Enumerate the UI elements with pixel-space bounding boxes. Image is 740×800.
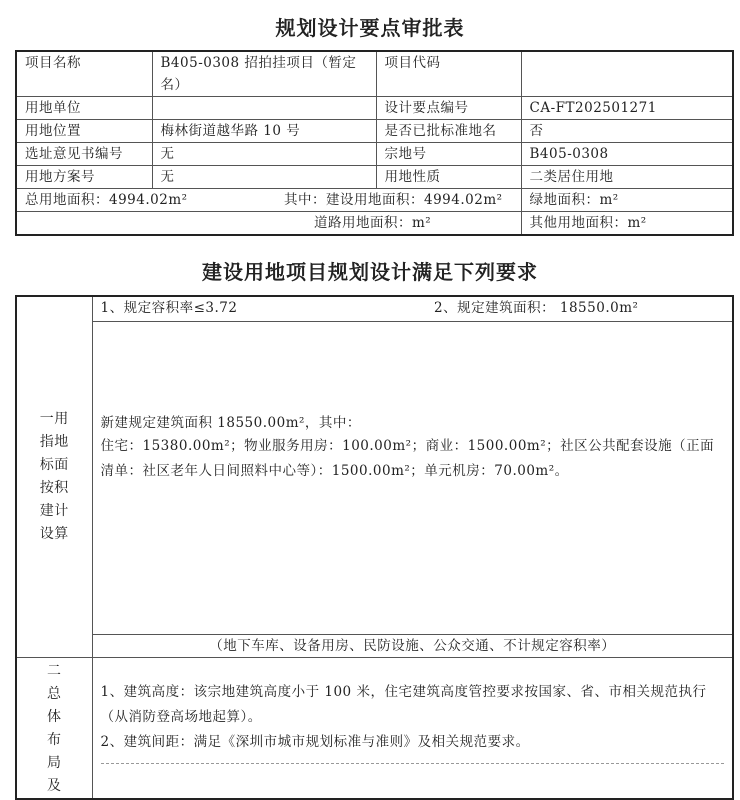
road-area xyxy=(314,212,521,236)
table-row xyxy=(16,296,733,322)
section1-label: 一用 指地 标面 按积 建计 设算 xyxy=(16,296,92,658)
label-land-plan: 用地方案号 xyxy=(16,166,152,189)
value-design-number: CA-FT202501271 xyxy=(521,97,733,120)
table-row xyxy=(16,189,733,212)
exclusion-note: （地下车库、设备用房、民防设施、公众交通、不计规定容积率） xyxy=(92,635,733,658)
label-land-location: 用地位置 xyxy=(16,120,152,143)
table-row xyxy=(16,51,733,97)
area-detail-intro: 新建规定建筑面积 18550.00m²，其中： xyxy=(100,415,361,431)
value-land-use: 二类居住用地 xyxy=(521,166,733,189)
section-title: 建设用地项目规划设计满足下列要求 xyxy=(202,260,538,284)
gfa-requirement: 2、规定建筑面积： 18550.0m² xyxy=(434,300,639,316)
area-detail xyxy=(92,322,733,635)
label-site-opinion: 选址意见书编号 xyxy=(16,143,152,166)
value-standard-name: 否 xyxy=(521,120,733,143)
far-row xyxy=(92,296,733,322)
value-site-opinion: 无 xyxy=(152,143,376,166)
build-area-text: 其中：建设用地面积：4994.02m² xyxy=(284,192,503,208)
table-row xyxy=(16,120,733,143)
total-area: 总用地面积：4994.02m² xyxy=(16,189,376,212)
spacing-requirement: 2、建筑间距：满足《深圳市城市规划标准与准则》及相关规范要求。 xyxy=(100,734,530,750)
table-row xyxy=(16,212,733,236)
value-project-name: B405-0308 招拍挂项目（暂定名） xyxy=(152,51,376,97)
table-row xyxy=(16,635,733,658)
green-area: 绿地面积：m² xyxy=(521,189,733,212)
value-land-location: 梅林街道越华路 10 号 xyxy=(152,120,376,143)
far-requirement: 1、规定容积率≤3.72 xyxy=(100,300,238,316)
label-project-code: 项目代码 xyxy=(376,51,521,97)
other-area: 其他用地面积：m² xyxy=(521,212,733,236)
label-land-use: 用地性质 xyxy=(376,166,521,189)
page-title: 规划设计要点审批表 xyxy=(275,16,465,40)
table-row xyxy=(16,322,733,635)
build-area xyxy=(284,189,521,212)
table-row xyxy=(16,658,733,800)
label-parcel-number: 宗地号 xyxy=(376,143,521,166)
value-project-code xyxy=(521,51,733,97)
value-land-unit xyxy=(152,97,376,120)
road-area-text: 道路用地面积：m² xyxy=(314,215,432,231)
divider xyxy=(101,763,725,764)
table-row xyxy=(16,166,733,189)
value-land-plan: 无 xyxy=(152,166,376,189)
value-parcel-number: B405-0308 xyxy=(521,143,733,166)
requirements-table xyxy=(15,295,734,800)
section2-label: 二 总 体 布 局 及 xyxy=(16,658,92,800)
approval-table xyxy=(15,50,734,236)
label-standard-name: 是否已批标准地名 xyxy=(376,120,521,143)
table-row xyxy=(16,97,733,120)
table-row xyxy=(16,143,733,166)
area-detail-breakdown: 住宅：15380.00m²；物业服务用房：100.00m²；商业：1500.00m²；社区公共配套设施（正面清单：社区老年人日间照料中心等）：1500.00m²；单元机房：70.00m²。 xyxy=(100,438,715,479)
label-project-name: 项目名称 xyxy=(16,51,152,97)
height-requirement: 1、建筑高度：该宗地建筑高度小于 100 米，住宅建筑高度管控要求按国家、省、市相关规范执行（从消防登高场地起算）。 xyxy=(100,684,707,725)
label-design-number: 设计要点编号 xyxy=(376,97,521,120)
layout-requirements xyxy=(92,658,733,800)
label-land-unit: 用地单位 xyxy=(16,97,152,120)
